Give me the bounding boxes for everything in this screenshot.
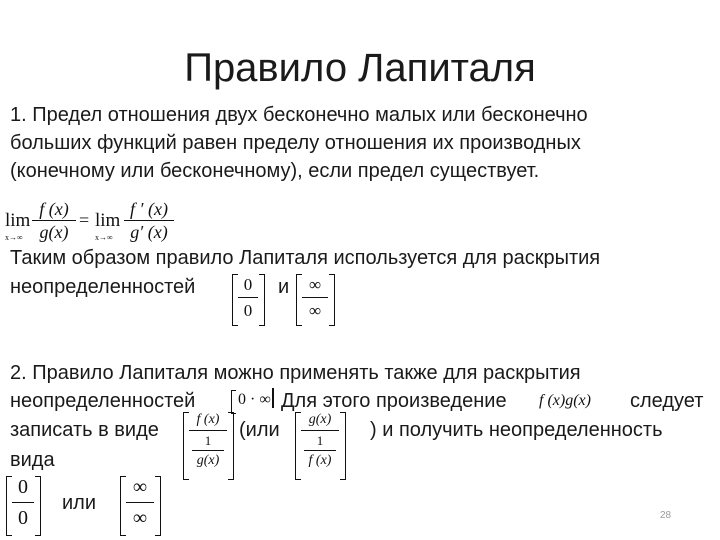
inf-numerator: ∞ — [308, 275, 322, 294]
inf-denominator: ∞ — [132, 507, 148, 529]
inf-numerator: ∞ — [132, 476, 148, 498]
zero-numerator: 0 — [243, 275, 253, 294]
f-x: f (x) — [308, 453, 332, 468]
paragraph-1-line-1: 1. Предел отношения двух бесконечно малых или бесконечно — [10, 104, 588, 126]
numerator-g: g(x) — [308, 412, 332, 427]
paragraph-3-line-1: 2. Правило Лапиталя можно применять также для раскрытия — [10, 362, 581, 384]
paragraph-1-line-3: (конечному или бесконечному), если предел существует. — [10, 160, 540, 182]
paragraph-2-line-2: неопределенностей — [10, 276, 196, 298]
fraction-f-over-g — [32, 200, 76, 241]
paragraph-3-line-3c: ) и получить неопределенность — [370, 419, 663, 441]
lim-left: lim — [5, 210, 31, 231]
denominator-g: g(x) — [39, 222, 69, 242]
numerator-f-prime: f ′ (x) — [130, 199, 168, 219]
paragraph-3-line-2a: неопределенностей — [10, 390, 196, 412]
zero-denominator: 0 — [18, 507, 28, 529]
equals-sign: = — [79, 210, 90, 230]
lim-left-subscript: x→∞ — [5, 233, 23, 242]
paragraph-3-line-3b: (или — [239, 419, 280, 441]
paragraph-3-line-2c: следует — [630, 390, 704, 412]
paragraph-3-line-4: вида — [10, 449, 55, 471]
inf-denominator: ∞ — [308, 301, 322, 320]
numerator-f: f (x) — [39, 199, 69, 219]
paragraph-2-line-1: Таким образом правило Лапиталя используется для раскрытия — [10, 247, 601, 269]
lim-right-subscript: x→∞ — [95, 233, 113, 242]
denominator-g-prime: g′ (x) — [130, 222, 168, 242]
paragraph-1-line-2: больших функций равен пределу отношения их производных — [10, 132, 581, 154]
product-f-g: f (x)g(x) — [539, 392, 591, 409]
page-number: 28 — [660, 510, 672, 521]
or-word: или — [62, 492, 97, 514]
one: 1 — [204, 433, 212, 448]
fraction-fprime-over-gprime — [124, 200, 174, 241]
numerator-f: f (x) — [196, 412, 220, 427]
and-word: и — [278, 276, 290, 298]
lim-right: lim — [95, 210, 121, 231]
one: 1 — [316, 433, 324, 448]
zero-numerator: 0 — [18, 476, 28, 498]
paragraph-3-line-3a: записать в виде — [10, 419, 159, 441]
slide-title: Правило Лапиталя — [184, 46, 536, 90]
g-x: g(x) — [196, 453, 220, 468]
zero-denominator: 0 — [243, 301, 253, 320]
paragraph-3-line-2b: Для этого произведение — [281, 390, 507, 412]
